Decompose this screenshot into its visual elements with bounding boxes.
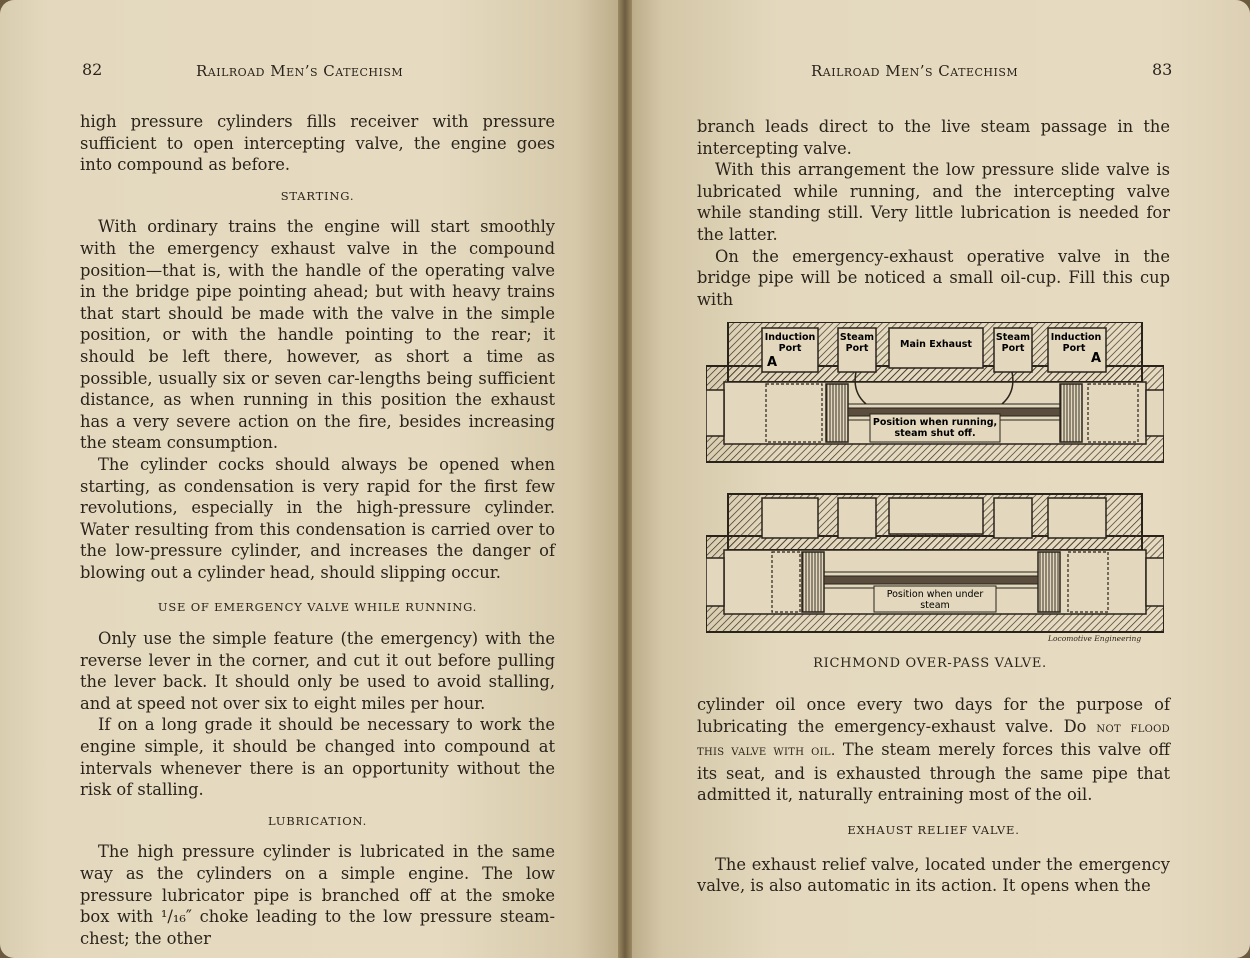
section-heading-emergency: USE OF EMERGENCY VALVE WHILE RUNNING.: [157, 600, 478, 615]
left-text-block: [80, 111, 555, 949]
paragraph-oil-part-a: cylinder oil once every two days for the purpose of lubricating the emergency-exhaust valve. Do: [697, 695, 1170, 736]
paragraph: branch leads direct to the live steam passage in the intercepting valve.: [697, 117, 1170, 158]
right-page-number: 83: [1152, 60, 1173, 79]
section-heading-starting: STARTING.: [280, 188, 355, 203]
label-steam-right-1: Steam: [995, 332, 1031, 343]
label-position-steam-1: Position when under: [886, 589, 984, 600]
label-induction-left-1: Induction: [764, 332, 816, 343]
label-position-running-1: Position when running,: [872, 417, 998, 428]
label-letter-left: A: [766, 355, 778, 370]
figure-caption: RICHMOND OVER-PASS VALVE.: [813, 656, 1047, 671]
paragraph: With this arrangement the low pressure slide valve is lubricated while running, and the intercepting valve while standing still. Very little lubrication is needed for the latter.: [697, 160, 1170, 244]
valve-diagram-top: [706, 322, 1164, 464]
section-heading-lubrication: LUBRICATION.: [267, 813, 368, 828]
paragraph: The high pressure cylinder is lubricated in the same way as the cylinders on a simple engine. The low pressure lubricator pipe is branched off at the smoke box with ¹/₁₆″ choke leading to the low pressure steam-chest; the other: [80, 842, 555, 948]
paragraph-oil-caps: not flood this valve with oil.: [697, 719, 1170, 760]
paragraph: On the emergency-exhaust operative valve in the bridge pipe will be noticed a small oil-cup. Fill this cup with: [697, 246, 1170, 309]
book-gutter: [618, 0, 632, 958]
paragraph: Only use the simple feature (the emergency) with the reverse lever in the corner, and cut it out before pulling the lever back. It should only be used to avoid stalling, and at speed not over six to eight miles per hour.: [80, 629, 555, 713]
paragraph: If on a long grade it should be necessary to work the engine simple, it should be changed into compound at intervals whenever there is an opportunity without the risk of stalling.: [80, 715, 555, 800]
label-induction-right-1: Induction: [1050, 332, 1102, 343]
paragraph-oil-part-b: The steam merely forces this valve off its seat, and is exhausted through the same pipe that admitted it, naturally entraining most of the oil.: [697, 740, 1170, 805]
right-running-head: Railroad Men’s Catechism: [811, 62, 1019, 80]
paragraph-oil: [697, 694, 1170, 806]
label-induction-left-2: Port: [778, 343, 802, 354]
valve-diagram-bottom: [706, 492, 1164, 634]
figure-credit: Locomotive Engineering: [1048, 634, 1142, 643]
right-text-top: [697, 116, 1170, 310]
label-position-running-2: steam shut off.: [894, 428, 976, 439]
label-steam-right-2: Port: [1001, 343, 1025, 354]
label-position-steam-2: steam: [920, 600, 950, 611]
paragraph: With ordinary trains the engine will start smoothly with the emergency exhaust valve in the compound position—that is, with the handle of the operating valve in the bridge pipe pointing ahead; but with heavy trains that start should be made with the valve in the simple position, or with the handle pointing to the rear; it should be left there, however, as short a time as possible, usually six or seven car-lengths being sufficient distance, as when running in this position the exhaust has a very severe action on the fire, besides increasing the steam consumption.: [80, 217, 555, 453]
label-steam-left-1: Steam: [839, 332, 875, 343]
section-heading-exhaust-relief: EXHAUST RELIEF VALVE.: [847, 822, 1020, 837]
left-page-number: 82: [82, 60, 103, 79]
right-text-bottom: [697, 694, 1170, 897]
paragraph: The cylinder cocks should always be opened when starting, as condensation is very rapid for the first few revolutions, especially in the high-pressure cylinder. Water resulting from this condensation is carried over to the low-pressure cylinder, and increases the danger of blowing out a cylinder head, should slipping occur.: [80, 454, 555, 582]
opening-paragraph: high pressure cylinders fills receiver with pressure sufficient to open intercepting valve, the engine goes into compound as before.: [80, 112, 555, 175]
paragraph: The exhaust relief valve, located under the emergency valve, is also automatic in its action. It opens when the: [697, 854, 1170, 896]
label-main-exhaust: Main Exhaust: [900, 339, 972, 350]
label-letter-right: A: [1090, 351, 1102, 366]
left-running-head: Railroad Men’s Catechism: [196, 62, 404, 80]
label-steam-left-2: Port: [845, 343, 869, 354]
label-induction-right-2: Port: [1062, 343, 1086, 354]
